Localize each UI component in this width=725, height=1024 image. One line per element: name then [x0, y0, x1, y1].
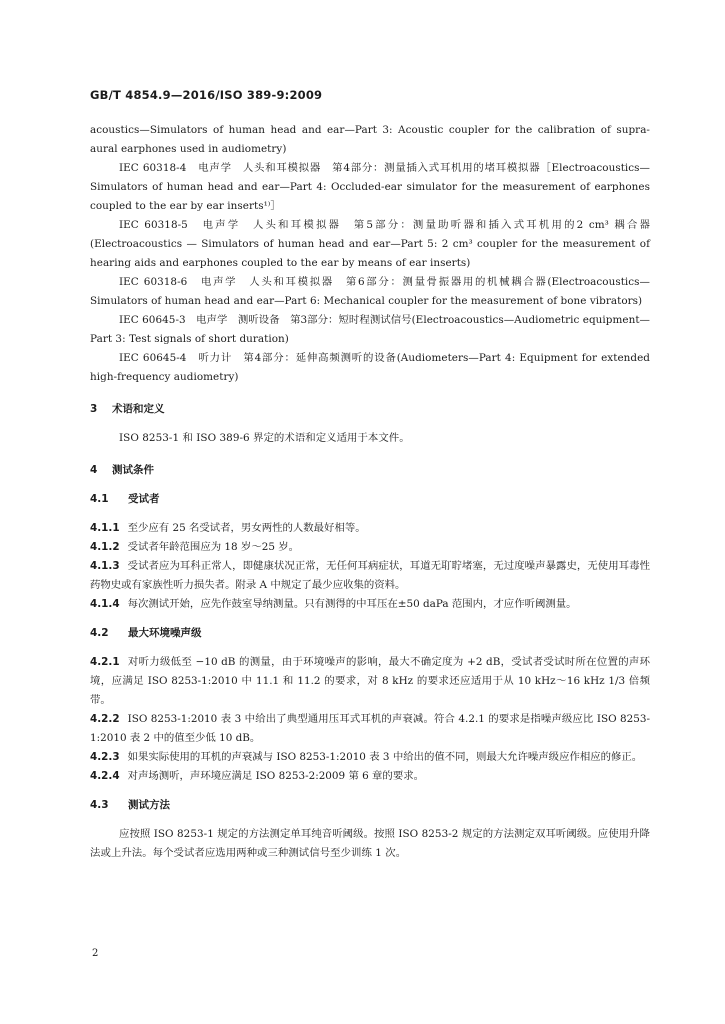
- clause-text: 如果实际使用的耳机的声衰减与 ISO 8253-1:2010 表 3 中给出的值不同，则最大允许噪声级应作相应的修正。: [127, 751, 643, 763]
- reference-item: IEC 60318-4 电声学 人头和耳模拟器 第4部分：测量插入式耳机用的堵耳模拟器［Electroacoustics—Simulators of human head and ear—Part 4: Occluded-ear simulator for the measurement of earphones coupled to the ear by ear inserts¹⁾］: [90, 162, 650, 212]
- clause-text: 受试者年龄范围应为 18 岁～25 岁。: [127, 541, 300, 553]
- clause: [90, 653, 650, 710]
- section-title: 测试条件: [112, 464, 154, 476]
- section-title: 术语和定义: [112, 403, 165, 415]
- clause: [90, 557, 650, 595]
- subsection-heading: [90, 490, 650, 509]
- section-number: 3: [90, 403, 98, 415]
- clause-number: 4.2.3: [90, 751, 120, 763]
- clause-number: 4.2.2: [90, 713, 120, 725]
- section-text: ISO 8253-1 和 ISO 389-6 界定的术语和定义适用于本文件。: [119, 432, 410, 444]
- reference-continuation: acoustics—Simulators of human head and ear—Part 3: Acoustic coupler for the calibration of supra-aural earphones used in audiometry): [90, 124, 650, 155]
- subsection-title: 受试者: [128, 493, 160, 505]
- reference-item: IEC 60318-6 电声学 人头和耳模拟器 第6部分：测量骨振器用的机械耦合器(Electroacoustics—Simulators of human head and ear—Part 6: Mechanical coupler for the measurement of bone vibrators): [90, 276, 650, 307]
- clause-text: 至少应有 25 名受试者，男女两性的人数最好相等。: [127, 522, 366, 534]
- section-heading: [90, 400, 650, 419]
- subsection-number: 4.2: [90, 627, 109, 639]
- section-text: 应按照 ISO 8253-1 规定的方法测定单耳纯音听阈级。按照 ISO 8253-2 规定的方法测定双耳听阈级。应使用升降法或上升法。每个受试者应选用两种或三种测试信号至少训练 1 次。: [90, 828, 650, 859]
- page-number: 2: [92, 948, 99, 959]
- section-heading: [90, 461, 650, 480]
- clause-number: 4.1.1: [90, 522, 120, 534]
- reference-item: IEC 60645-4 听力计 第4部分：延伸高频测听的设备(Audiometers—Part 4: Equipment for extended high-frequency audiometry): [90, 352, 650, 383]
- subsection-number: 4.3: [90, 799, 109, 811]
- section-number: 4: [90, 464, 98, 476]
- clause: [90, 595, 650, 614]
- clause-text: 受试者应为耳科正常人，即健康状况正常，无任何耳病症状，耳道无耵聍堵塞，无过度噪声暴露史，无使用耳毒性药物史或有家族性听力损失者。附录 A 中规定了最少应收集的资料。: [90, 560, 650, 591]
- clause-text: ISO 8253-1:2010 表 3 中给出了典型通用压耳式耳机的声衰减。符合 4.2.1 的要求是指噪声级应比 ISO 8253-1:2010 表 2 中的值至少低 10 dB。: [90, 713, 650, 744]
- reference-item: IEC 60318-5 电声学 人头和耳模拟器 第5部分：测量助听器和插入式耳机用的2 cm³ 耦合器(Electroacoustics — Simulators of human head and ear—Part 5: 2 cm³ coupler for the measurement of hearing aids and earphones coupled to the ear by means of ear inserts): [90, 219, 650, 269]
- clause: [90, 519, 650, 538]
- subsection-number: 4.1: [90, 493, 109, 505]
- subsection-heading: [90, 796, 650, 815]
- clause-text: 对听力级低至 −10 dB 的测量，由于环境噪声的影响，最大不确定度为 +2 dB，受试者受试时所在位置的声环境，应满足 ISO 8253-1:2010 中 11.1 和 11.2 的要求，对 8 kHz 的要求还应适用于从 10 kHz～16 kHz 1/3 倍频带。: [90, 656, 650, 706]
- clause-text: 每次测试开始，应先作鼓室导纳测量。只有测得的中耳压在±50 daPa 范围内，才应作听阈测量。: [127, 598, 577, 610]
- clause-number: 4.1.3: [90, 560, 120, 572]
- clause: [90, 710, 650, 748]
- subsection-title: 测试方法: [128, 799, 170, 811]
- subsection-title: 最大环境噪声级: [128, 627, 202, 639]
- clause-number: 4.2.1: [90, 656, 120, 668]
- clause: [90, 767, 650, 786]
- clause-number: 4.1.2: [90, 541, 120, 553]
- document-header: GB/T 4854.9—2016/ISO 389-9:2009: [90, 88, 323, 102]
- document-body: [90, 121, 650, 863]
- clause-number: 4.2.4: [90, 770, 120, 782]
- reference-item: IEC 60645-3 电声学 测听设备 第3部分：短时程测试信号(Electroacoustics—Audiometric equipment—Part 3: Test signals of short duration): [90, 314, 650, 345]
- clause-text: 对声场测听，声环境应满足 ISO 8253-2:2009 第 6 章的要求。: [127, 770, 424, 782]
- clause: [90, 748, 650, 767]
- clause: [90, 538, 650, 557]
- clause-number: 4.1.4: [90, 598, 120, 610]
- subsection-heading: [90, 624, 650, 643]
